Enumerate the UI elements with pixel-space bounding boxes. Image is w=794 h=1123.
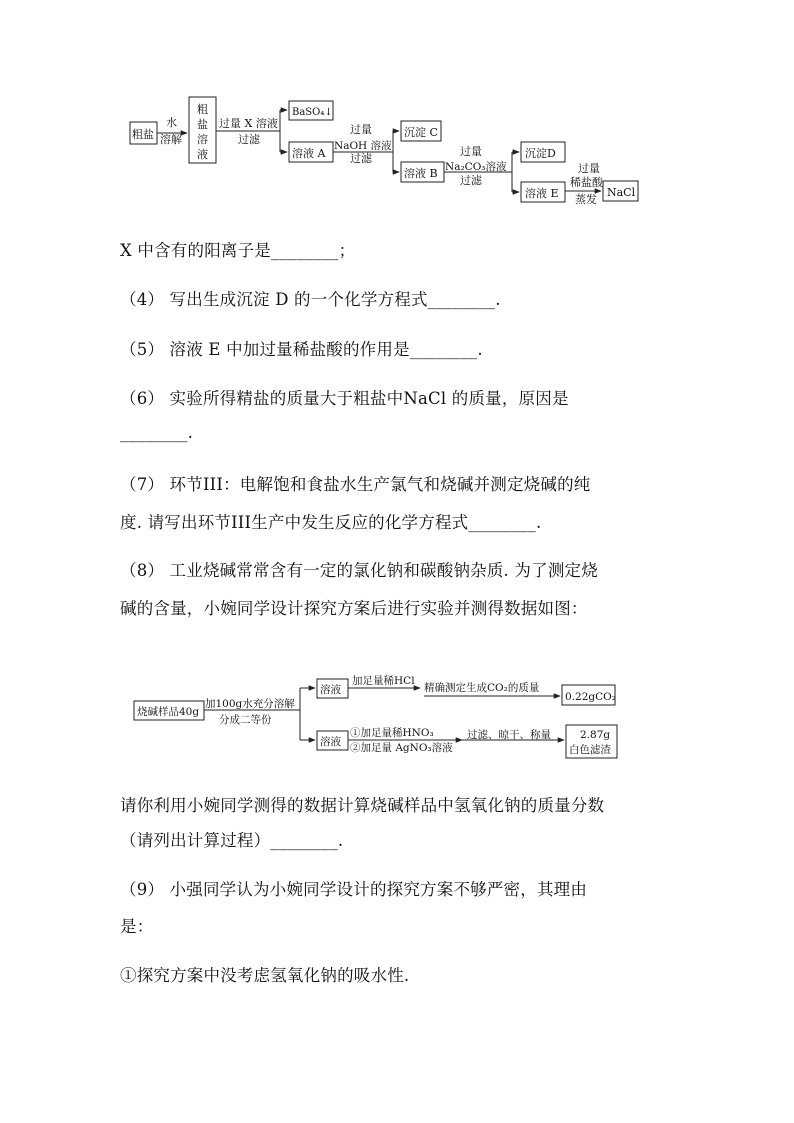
q9-text-line1: （9） 小强同学认为小婉同学设计的探究方案不够严密，其理由 [120, 880, 588, 899]
precipitate-d-label: 沉淀D [525, 147, 556, 160]
filter-dry-weigh-label: 过滤、晾干、称量 [467, 729, 551, 741]
mass-label: 2.87g [580, 729, 611, 741]
solution-a-label: 溶液 A [292, 147, 326, 160]
co2-result-label: 0.22gCO₂ [565, 691, 616, 703]
solution-e-label: 溶液 E [525, 187, 559, 200]
crude-solution-char: 液 [197, 148, 208, 161]
q8-calc-line2: （请列出计算过程）________. [120, 831, 344, 850]
nacl-label: NaCl [607, 186, 636, 199]
naoh-label: NaOH 溶液 [334, 140, 392, 152]
white-precipitate-label: 白色滤渣 [569, 744, 611, 756]
dilute-hcl-label: 稀盐酸 [570, 176, 603, 189]
q7-text-line2: 度. 请写出环节III生产中发生反应的化学方程式________. [120, 513, 542, 532]
q8-calc-line1: 请你利用小婉同学测得的数据计算烧碱样品中氢氧化钠的质量分数 [120, 796, 605, 815]
filter-label-2: 过滤 [350, 152, 372, 165]
precipitate-c-label: 沉淀 C [404, 126, 438, 139]
solution-label-2: 溶液 [320, 736, 341, 748]
q5-text: （5） 溶液 E 中加过量稀盐酸的作用是________. [120, 340, 483, 359]
analysis-flowchart [0, 660, 794, 770]
dissolve-label: 溶解 [160, 133, 182, 146]
excess-label-3: 过量 [578, 162, 600, 175]
step1-label: ①加足量稀HNO₃ [350, 727, 434, 739]
crude-solution-char: 溶 [197, 133, 208, 146]
q9-reason1: ①探究方案中没考虑氢氧化钠的吸水性. [120, 966, 410, 985]
q4-text: （4） 写出生成沉淀 D 的一个化学方程式________. [120, 290, 501, 309]
add-water-label: 加100g水充分溶解 [205, 698, 295, 710]
q6-text-line2: ________. [120, 423, 194, 442]
crude-solution-char: 粗 [197, 103, 208, 116]
solution-label-1: 溶液 [320, 684, 341, 696]
q6-text-line1: （6） 实验所得精盐的质量大于粗盐中NaCl 的质量，原因是 [120, 389, 569, 408]
q7-text-line1: （7） 环节III：电解饱和食盐水生产氯气和烧碱并测定烧碱的纯 [120, 475, 591, 494]
measure-co2-label: 精确测定生成CO₂的质量 [424, 682, 540, 694]
crude-solution-char: 盐 [197, 118, 208, 131]
excess-label-2: 过量 [460, 145, 482, 158]
step2-label: ②加足量 AgNO₃溶液 [350, 742, 453, 754]
evaporate-label: 蒸发 [575, 193, 597, 206]
solution-b-label: 溶液 B [404, 167, 438, 180]
crude-salt-label: 粗盐 [132, 128, 154, 141]
purification-flowchart [0, 0, 794, 215]
filter-label-1: 过滤 [238, 133, 260, 146]
add-hcl-label: 加足量稀HCl [352, 675, 415, 687]
q9-text-line2: 是： [120, 917, 154, 936]
filter-label-3: 过滤 [460, 174, 482, 187]
sample-label: 烧碱样品40g [137, 706, 200, 718]
excess-label-1: 过量 [350, 123, 372, 136]
na2co3-label: Na₂CO₃溶液 [445, 161, 507, 173]
q3-cation-text: X 中含有的阳离子是________； [120, 241, 356, 260]
water-label: 水 [166, 116, 177, 129]
q8-text-line2: 碱的含量，小婉同学设计探究方案后进行实验并测得数据如图： [120, 599, 588, 618]
excess-x-label: 过量 X 溶液 [219, 117, 278, 130]
baso4-label: BaSO₄↓ [292, 107, 333, 118]
q8-text-line1: （8） 工业烧碱常常含有一定的氯化钠和碳酸钠杂质. 为了测定烧 [120, 561, 598, 580]
split-label: 分成二等份 [219, 714, 272, 726]
